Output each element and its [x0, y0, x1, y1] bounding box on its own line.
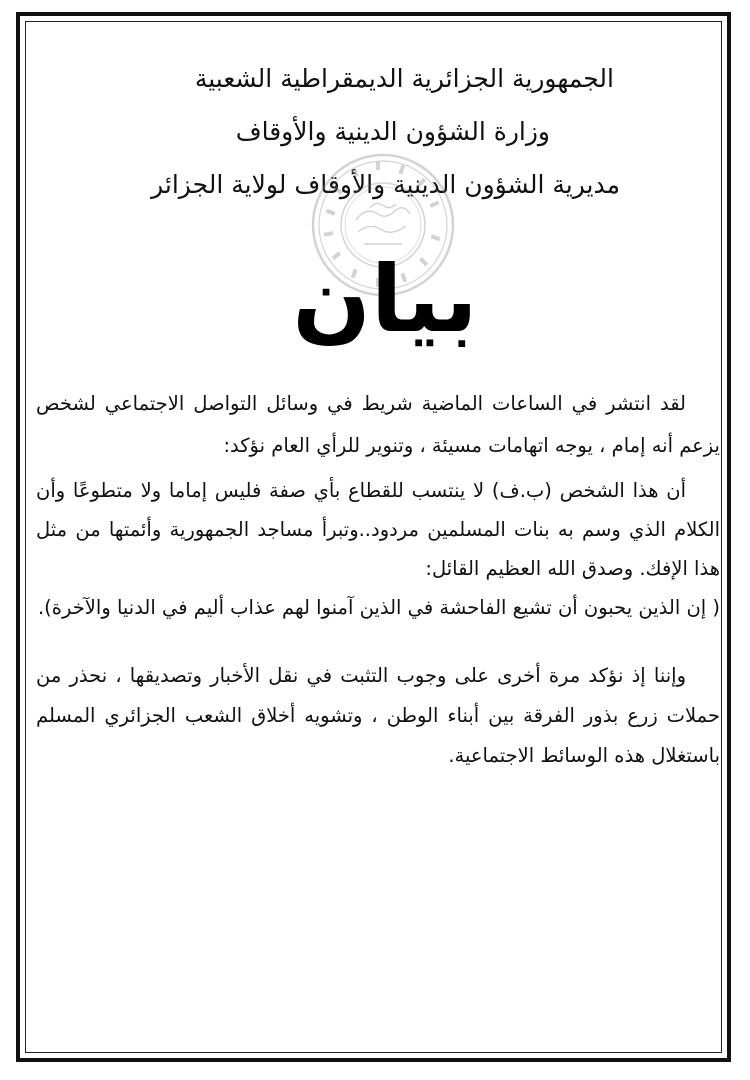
- paragraph-verse: ( إن الذين يحبون أن تشيع الفاحشة في الذين آمنوا لهم عذاب أليم في الدنيا والآخرة).: [37, 596, 720, 619]
- paragraph-intro: لقد انتشر في الساعات الماضية شريط في وسائل التواصل الاجتماعي لشخص يزعم أنه إمام ، يوجه اتهامات مسيئة ، وتنوير للرأي العام نؤكد:: [36, 392, 720, 457]
- paragraph-closing: وإننا إذ نؤكد مرة أخرى على وجوب التثبت في نقل الأخبار وتصديقها ، نحذر من حملات زرع بذور الفرقة بين أبناء الوطن ، وتشويه أخلاق الشعب الجزائري المسلم باستغلال هذه الوسائط الاجتماعية.: [36, 664, 720, 767]
- header-country: الجمهورية الجزائرية الديمقراطية الشعبية: [194, 64, 614, 93]
- spacer: [36, 628, 720, 656]
- header-directorate: مديرية الشؤون الدينية والأوقاف لولاية الجزائر: [151, 170, 620, 199]
- statement-body: [36, 383, 720, 776]
- statement-title: بيان: [292, 246, 478, 353]
- paragraph-clarification: أن هذا الشخص (ب.ف) لا ينتسب للقطاع بأي صفة فليس إماما ولا متطوعًا وأن الكلام الذي وسم به بنات المسلمين مردود..وتبرأ مساجد الجمهورية وأئمتها من مثل هذا الإفك. وصدق الله العظيم القائل:: [36, 479, 720, 580]
- header-ministry: وزارة الشؤون الدينية والأوقاف: [235, 117, 550, 146]
